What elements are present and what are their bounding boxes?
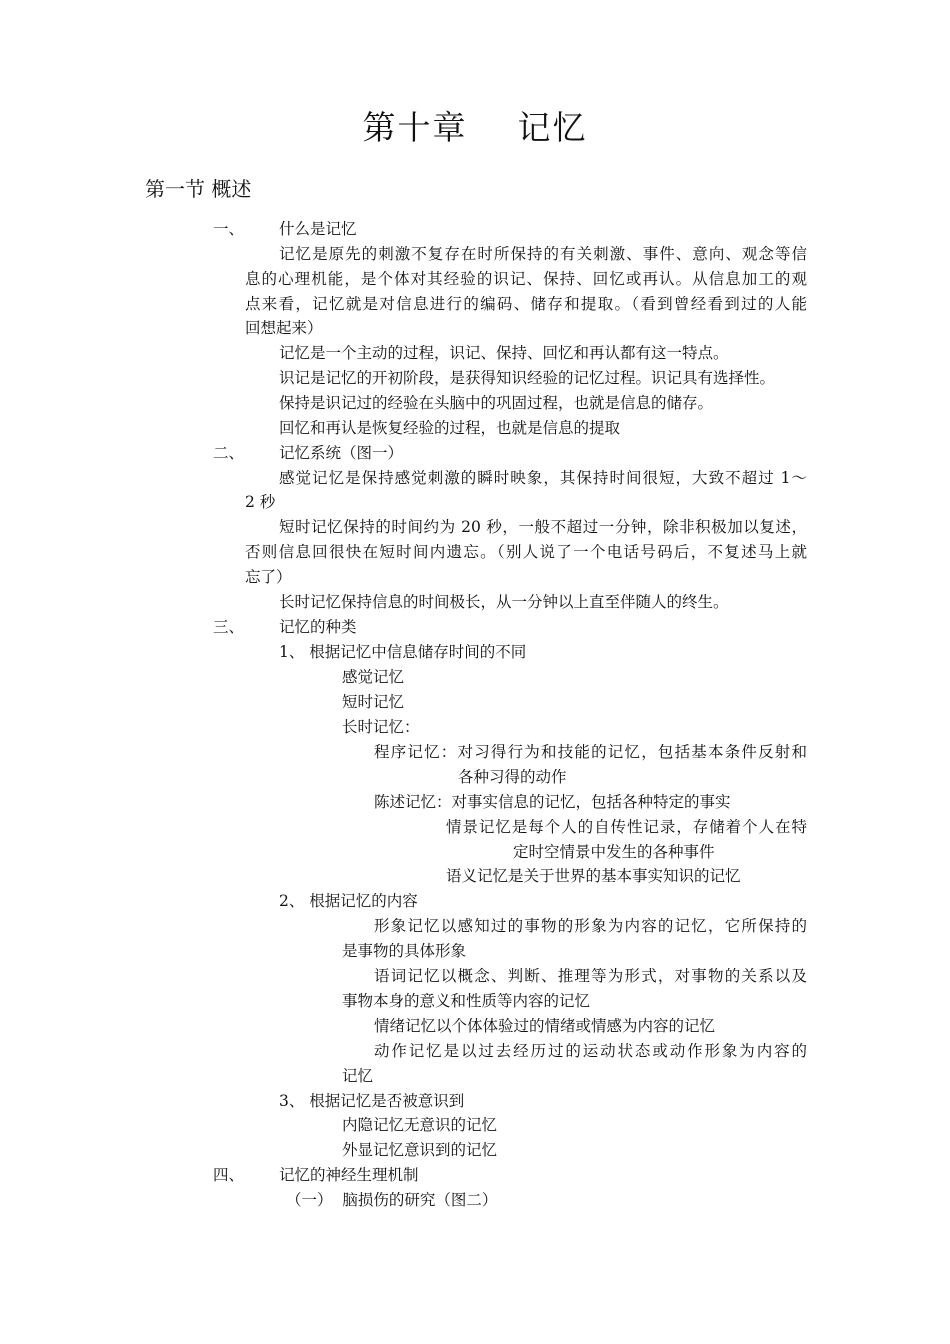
paragraph-line: 2 秒 (245, 493, 276, 511)
paragraph-line: 记忆 (342, 1067, 374, 1085)
paragraph-line: 息的心理机能，是个体对其经验的识记、保持、回忆或再认。从信息加工的观 (245, 270, 807, 288)
paragraph-line: 语词记忆以概念、判断、推理等为形式，对事物的关系以及 (374, 967, 807, 985)
paragraph-line: 记忆是一个主动的过程，识记、保持、回忆和再认都有这一特点。 (279, 344, 729, 362)
paragraph-line: 语义记忆是关于世界的基本事实知识的记忆 (446, 867, 741, 885)
paragraph-line: 陈述记忆：对事实信息的记忆，包括各种特定的事实 (374, 793, 731, 811)
paragraph-line: 定时空情景中发生的各种事件 (513, 843, 715, 861)
paragraph-line: 程序记忆：对习得行为和技能的记忆，包括基本条件反射和 (374, 743, 807, 761)
list-item: 感觉记忆 (342, 668, 405, 686)
paragraph-line: 是事物的具体形象 (342, 942, 467, 960)
paragraph-line: 回想起来） (245, 319, 323, 337)
item-number-1: 一、 (213, 220, 245, 238)
paragraph-line: 形象记忆以感知过的事物的形象为内容的记忆，它所保持的 (374, 917, 807, 935)
paragraph-line: 事物本身的意义和性质等内容的记忆 (342, 992, 591, 1010)
paragraph-line: 情景记忆是每个人的自传性记录，存储着个人在特 (446, 818, 807, 836)
chapter-title: 第十章 记忆 (362, 108, 588, 147)
item-heading-4: 记忆的神经生理机制 (279, 1166, 419, 1184)
item-number-4: 四、 (213, 1166, 245, 1184)
paragraph-line: 识记是记忆的开初阶段，是获得知识经验的记忆过程。识记具有选择性。 (279, 369, 776, 387)
section-heading: 第一节 概述 (145, 177, 252, 201)
paragraph-line: 情绪记忆以个体体验过的情绪或情感为内容的记忆 (374, 1017, 716, 1035)
paragraph-line: 否则信息回很快在短时间内遗忘。（别人说了一个电话号码后，不复述马上就 (245, 543, 807, 561)
paragraph-line: 记忆是原先的刺激不复存在时所保持的有关刺激、事件、意向、观念等信 (279, 245, 807, 263)
paragraph-line: 短时记忆保持的时间约为 20 秒，一般不超过一分钟，除非积极加以复述， (279, 518, 807, 536)
list-item: 内隐记忆无意识的记忆 (342, 1116, 498, 1134)
paragraph-line: 保持是识记过的经验在头脑中的巩固过程，也就是信息的储存。 (279, 394, 714, 412)
subsection-label-4-1: （一） 脑损伤的研究（图二） (286, 1191, 498, 1209)
list-item: 外显记忆意识到的记忆 (342, 1141, 498, 1159)
paragraph-line: 回忆和再认是恢复经验的过程，也就是信息的提取 (279, 419, 621, 437)
item-number-2: 二、 (213, 444, 245, 462)
item-heading-3: 记忆的种类 (279, 618, 357, 636)
paragraph-line: 感觉记忆是保持感觉刺激的瞬时映象，其保持时间很短，大致不超过 1～ (279, 469, 807, 487)
paragraph-line: 忘了） (245, 568, 292, 586)
list-item: 长时记忆： (342, 718, 420, 736)
item-heading-1: 什么是记忆 (279, 220, 357, 238)
item-heading-2: 记忆系统（图一） (279, 444, 404, 462)
paragraph-line: 点来看，记忆就是对信息进行的编码、储存和提取。（看到曾经看到过的人能 (245, 295, 807, 313)
paragraph-line: 长时记忆保持信息的时间极长，从一分钟以上直至伴随人的终生。 (279, 593, 729, 611)
paragraph-line: 各种习得的动作 (458, 768, 567, 786)
item-number-3: 三、 (213, 618, 245, 636)
subsection-label-2: 2、 根据记忆的内容 (279, 892, 418, 910)
subsection-label-1: 1、 根据记忆中信息储存时间的不同 (279, 643, 527, 661)
subsection-label-3: 3、 根据记忆是否被意识到 (279, 1092, 465, 1110)
list-item: 短时记忆 (342, 693, 405, 711)
paragraph-line: 动作记忆是以过去经历过的运动状态或动作形象为内容的 (374, 1042, 807, 1060)
